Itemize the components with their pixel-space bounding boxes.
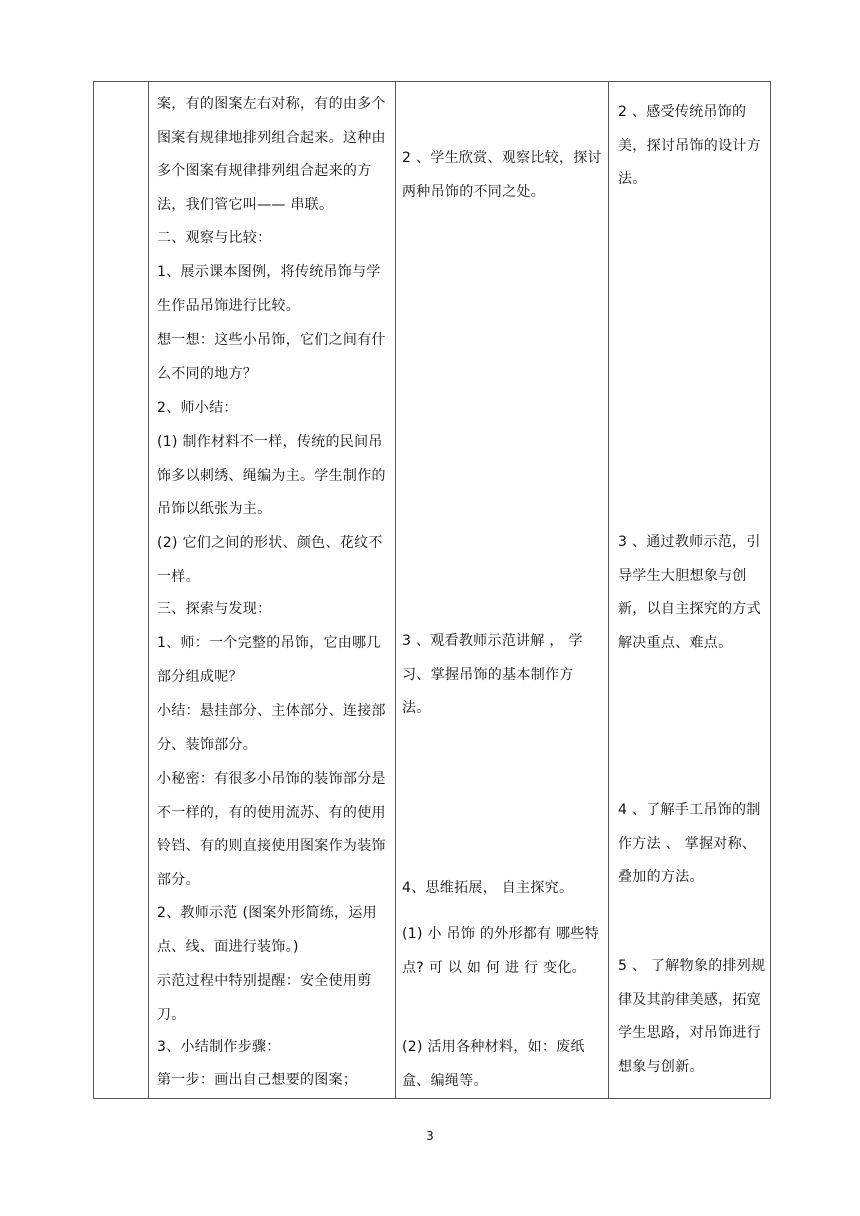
student-paragraph: 2 、学生欣赏、观察比较，探讨两种吊饰的不同之处。	[402, 150, 602, 200]
teacher-paragraph: 二、观察与比较：	[157, 230, 272, 246]
teacher-paragraph: 示范过程中特别提醒：安全使用剪刀。	[157, 973, 372, 1023]
teacher-paragraph: 小秘密：有很多小吊饰的装饰部分是不一样的，有的使用流苏、有的使用铃铛、有的则直接使用图案作为装饰部分。	[157, 771, 386, 888]
teacher-paragraph: (1) 制作材料不一样，传统的民间吊饰多以刺绣、绳编为主。学生制作的吊饰以纸张为主。	[157, 434, 386, 517]
intent-paragraph: 4 、了解手工吊饰的制作方法 、 掌握对称、叠加的方法。	[618, 802, 761, 885]
empty-column-cell	[94, 82, 149, 1099]
teacher-paragraph: 2、师小结：	[157, 400, 238, 416]
teacher-paragraph: 小结：悬挂部分、主体部分、连接部分、装饰部分。	[157, 703, 386, 753]
teacher-paragraph: 三、探索与发现：	[157, 601, 272, 617]
teacher-paragraph: (2) 它们之间的形状、颜色、花纹不一样。	[157, 535, 383, 585]
student-paragraph: 4、思维拓展， 自主探究。	[402, 880, 574, 896]
design-intent-cell	[609, 82, 771, 1099]
intent-paragraph: 2 、感受传统吊饰的美，探讨吊饰的设计方法。	[618, 104, 761, 187]
teacher-activity-cell	[149, 82, 396, 1099]
intent-paragraph: 3 、通过教师示范，引导学生大胆想象与创新，以自主探究的方式解决重点、难点。	[618, 534, 761, 651]
lesson-plan-table	[93, 81, 771, 1099]
teacher-paragraph: 1、展示课本图例，将传统吊饰与学生作品吊饰进行比较。	[157, 264, 381, 314]
teacher-paragraph: 案，有的图案左右对称，有的由多个图案有规律地排列组合起来。这种由多个图案有规律排列组合起来的方法，我们管它叫—— 串联。	[157, 96, 386, 213]
page-number: 3	[426, 1129, 434, 1143]
teacher-paragraph: 1、师：一个完整的吊饰，它由哪几部分组成呢？	[157, 635, 381, 685]
intent-paragraph: 5 、 了解物象的排列规律及其韵律美感，拓宽学生思路，对吊饰进行想象与创新。	[618, 958, 766, 1075]
student-paragraph: (2) 活用各种材料，如：废纸盒、编绳等。	[402, 1039, 585, 1089]
teacher-paragraph: 第一步：画出自己想要的图案；	[157, 1072, 358, 1088]
teacher-paragraph: 3、小结制作步骤：	[157, 1039, 281, 1055]
student-paragraph: 3 、观看教师示范讲解 ， 学习、掌握吊饰的基本制作方法。	[402, 633, 583, 716]
student-activity-cell	[396, 82, 609, 1099]
student-paragraph: (1) 小 吊饰 的外形都有 哪些特点? 可 以 如 何 进 行 变化。	[402, 926, 600, 976]
table-row	[94, 82, 771, 1099]
teacher-paragraph: 想一想：这些小吊饰，它们之间有什么不同的地方？	[157, 332, 386, 382]
teacher-paragraph: 2、教师示范 (图案外形简练，运用点、线、面进行装饰。)	[157, 905, 377, 955]
